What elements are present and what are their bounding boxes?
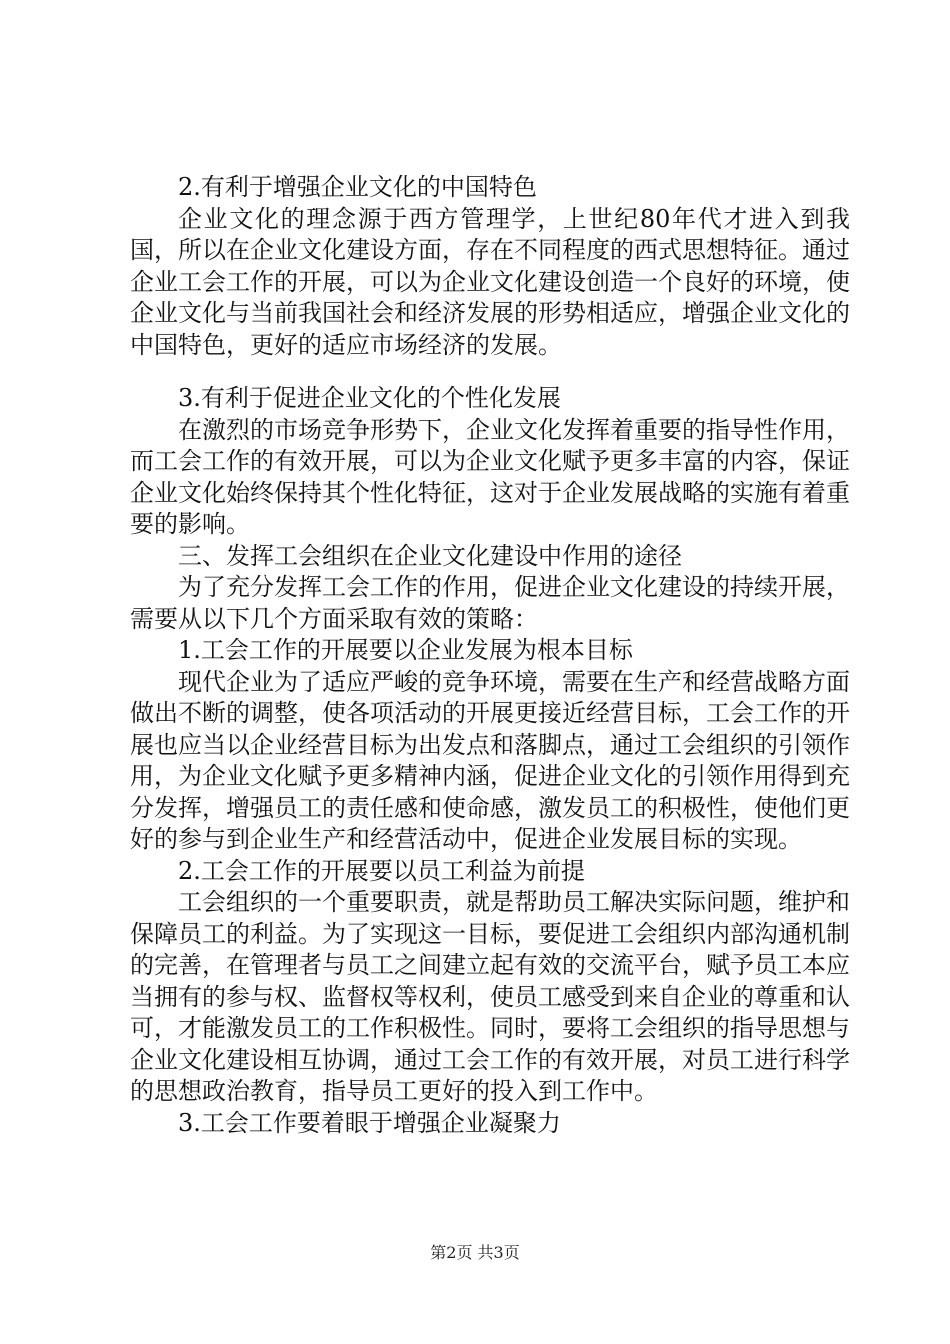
section-heading: 三、发挥工会组织在企业文化建设中作用的途径 <box>178 541 682 570</box>
body-paragraph: 现代企业为了适应严峻的竞争环境，需要在生产和经营战略方面做出不断的调整，使各项活动的开展更接近经营目标，工会工作的开展也应当以企业经营目标为出发点和落脚点，通过工会组织的引领作用，为企业文化赋予更多精神内涵，促进企业文化的引领作用得到充分发挥，增强员工的责任感和使命感，激发员工的积极性，使他们更好的参与到企业生产和经营活动中，促进企业发展目标的实现。 <box>130 667 850 853</box>
section-heading: 3.有利于促进企业文化的个性化发展 <box>178 384 561 412</box>
section-heading: 1.工会工作的开展要以企业发展为根本目标 <box>178 636 633 664</box>
section-heading: 2.有利于增强企业文化的中国特色 <box>178 173 537 201</box>
body-paragraph: 为了充分发挥工会工作的作用，促进企业文化建设的持续开展，需要从以下几个方面采取有效的策略： <box>130 573 850 633</box>
page-footer: 第2页 共3页 <box>430 1243 520 1262</box>
document-body <box>130 172 850 1139</box>
body-paragraph: 在激烈的市场竞争形势下，企业文化发挥着重要的指导性作用，而工会工作的有效开展，可以为企业文化赋予更多丰富的内容，保证企业文化始终保持其个性化特征，这对于企业发展战略的实施有着重要的影响。 <box>130 415 850 538</box>
body-paragraph: 企业文化的理念源于西方管理学，上世纪80年代才进入到我国，所以在企业文化建设方面，存在不同程度的西式思想特征。通过企业工会工作的开展，可以为企业文化建设创造一个良好的环境，使企业文化与当前我国社会和经济发展的形势相适应，增强企业文化的中国特色，更好的适应市场经济的发展。 <box>130 204 850 359</box>
paragraph-gap <box>130 361 850 383</box>
body-paragraph: 工会组织的一个重要职责，就是帮助员工解决实际问题，维护和保障员工的利益。为了实现这一目标，要促进工会组织内部沟通机制的完善，在管理者与员工之间建立起有效的交流平台，赋予员工本应当拥有的参与权、监督权等权利，使员工感受到来自企业的尊重和认可，才能激发员工的工作积极性。同时，要将工会组织的指导思想与企业文化建设相互协调，通过工会工作的有效开展，对员工进行科学的思想政治教育，指导员工更好的投入到工作中。 <box>130 888 850 1105</box>
section-heading: 3.工会工作要着眼于增强企业凝聚力 <box>178 1108 561 1137</box>
section-heading: 2.工会工作的开展要以员工利益为前提 <box>178 856 585 885</box>
